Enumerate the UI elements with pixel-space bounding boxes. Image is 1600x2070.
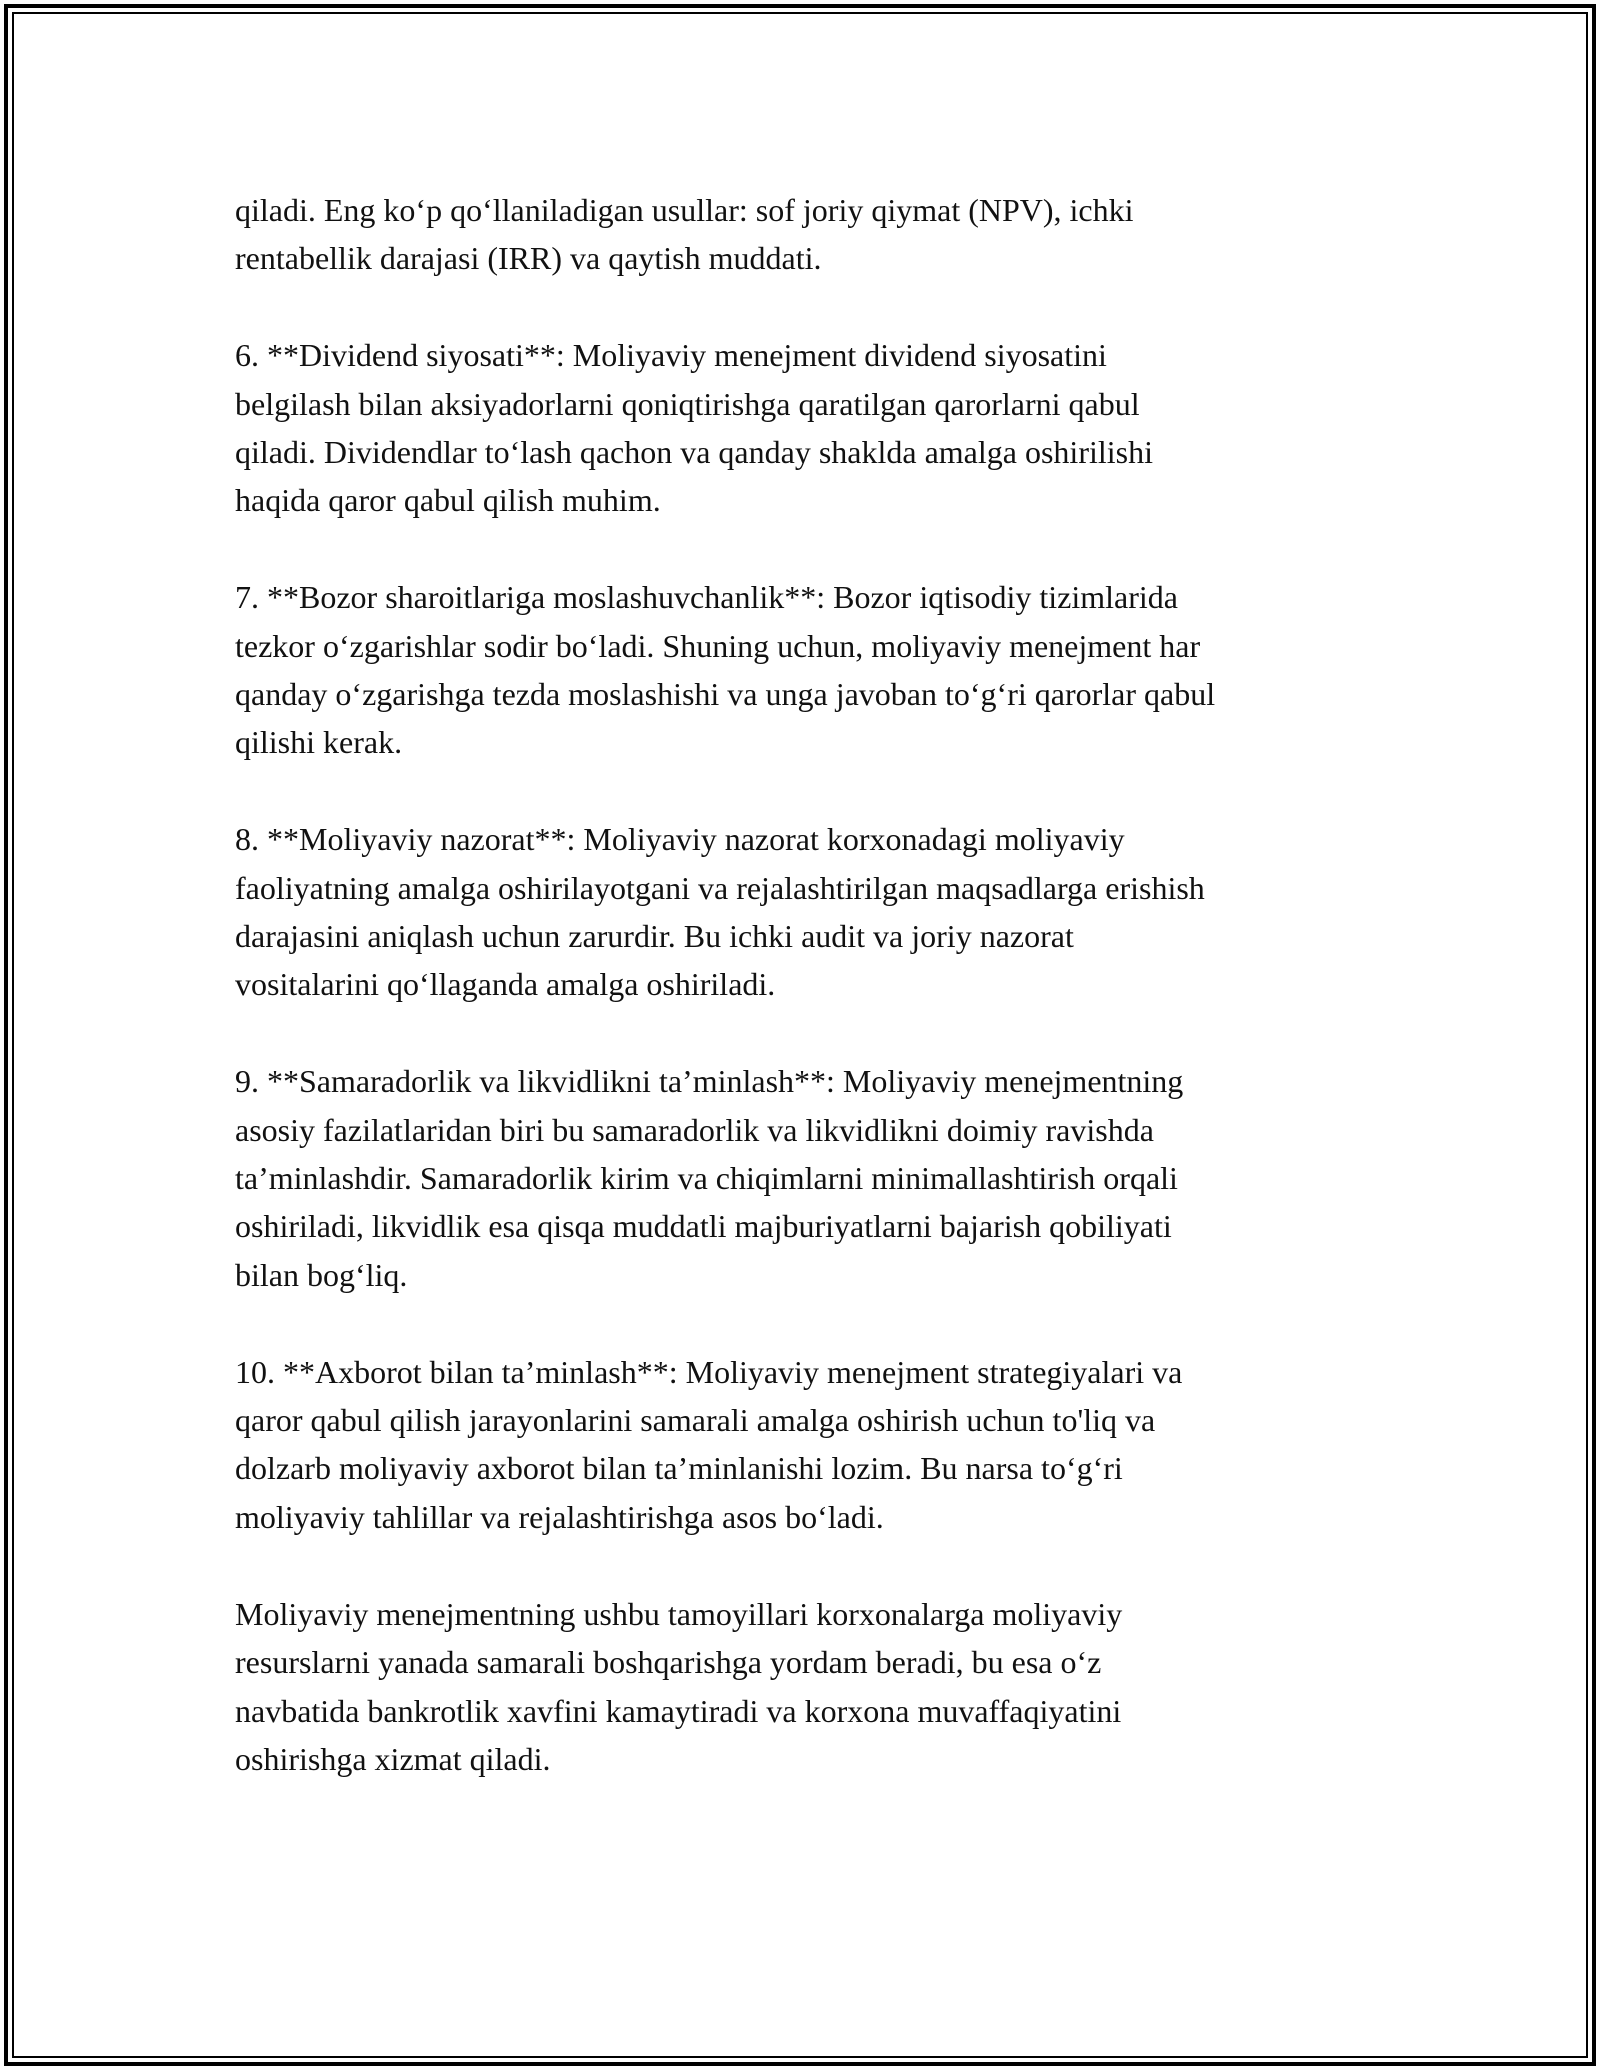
paragraph-market-flexibility: 7. **Bozor sharoitlariga moslashuvchanlik**: Bozor iqtisodiy tizimlarida tezkor o‘zgarishlar sodir bo‘ladi. Shuning uchun, moliyaviy menejment har qanday o‘zgarishga tezda moslashishi va unga javoban to‘g‘ri qarorlar qabul qilishi kerak. xyxy=(235,579,1216,761)
paragraph-efficiency-liquidity: 9. **Samaradorlik va likvidlikni ta’minlash**: Moliyaviy menejmentning asosiy fazilatlaridan biri bu samaradorlik va likvidlikni doimiy ravishda ta’minlashdir. Samaradorlik kirim va chiqimlarni minimallashtirish orqali oshiriladi, likvidlik esa qisqa muddatli majburiyatlarni bajarish qobiliyati bilan bog‘liq. xyxy=(235,1063,1184,1293)
paragraph-financial-control: 8. **Moliyaviy nazorat**: Moliyaviy nazorat korxonadagi moliyaviy faoliyatning amalga oshirilayotgani va rejalashtirilgan maqsadlarga erishish darajasini aniqlash uchun zarurdir. Bu ichki audit va joriy nazorat vositalarini qo‘llaganda amalga oshiriladi. xyxy=(235,821,1205,1003)
paragraph-information-provision: 10. **Axborot bilan ta’minlash**: Moliyaviy menejment strategiyalari va qaror qabul qilish jarayonlarini samarali amalga oshirish uchun to'liq va dolzarb moliyaviy axborot bilan ta’minlanishi lozim. Bu narsa to‘g‘ri moliyaviy tahlillar va rejalashtirishga asos bo‘ladi. xyxy=(235,1353,1183,1535)
paragraph-continuation: qiladi. Eng ko‘p qo‘llaniladigan usullar: sof joriy qiymat (NPV), ichki rentabellik darajasi (IRR) va qaytish muddati. xyxy=(235,192,1134,277)
paragraph-dividend-policy: 6. **Dividend siyosati**: Moliyaviy menejment dividend siyosatini belgilash bilan aksiyadorlarni qoniqtirishga qaratilgan qarorlarni qabul qiladi. Dividendlar to‘lash qachon va qanday shaklda amalga oshirilishi haqida qaror qabul qilish muhim. xyxy=(235,337,1153,519)
document-body xyxy=(235,186,1385,1783)
paragraph-conclusion: Moliyaviy menejmentning ushbu tamoyillari korxonalarga moliyaviy resurslarni yanada samarali boshqarishga yordam beradi, bu esa o‘z navbatida bankrotlik xavfini kamaytiradi va korxona muvaffaqiyatini oshirishga xizmat qiladi. xyxy=(235,1595,1123,1777)
